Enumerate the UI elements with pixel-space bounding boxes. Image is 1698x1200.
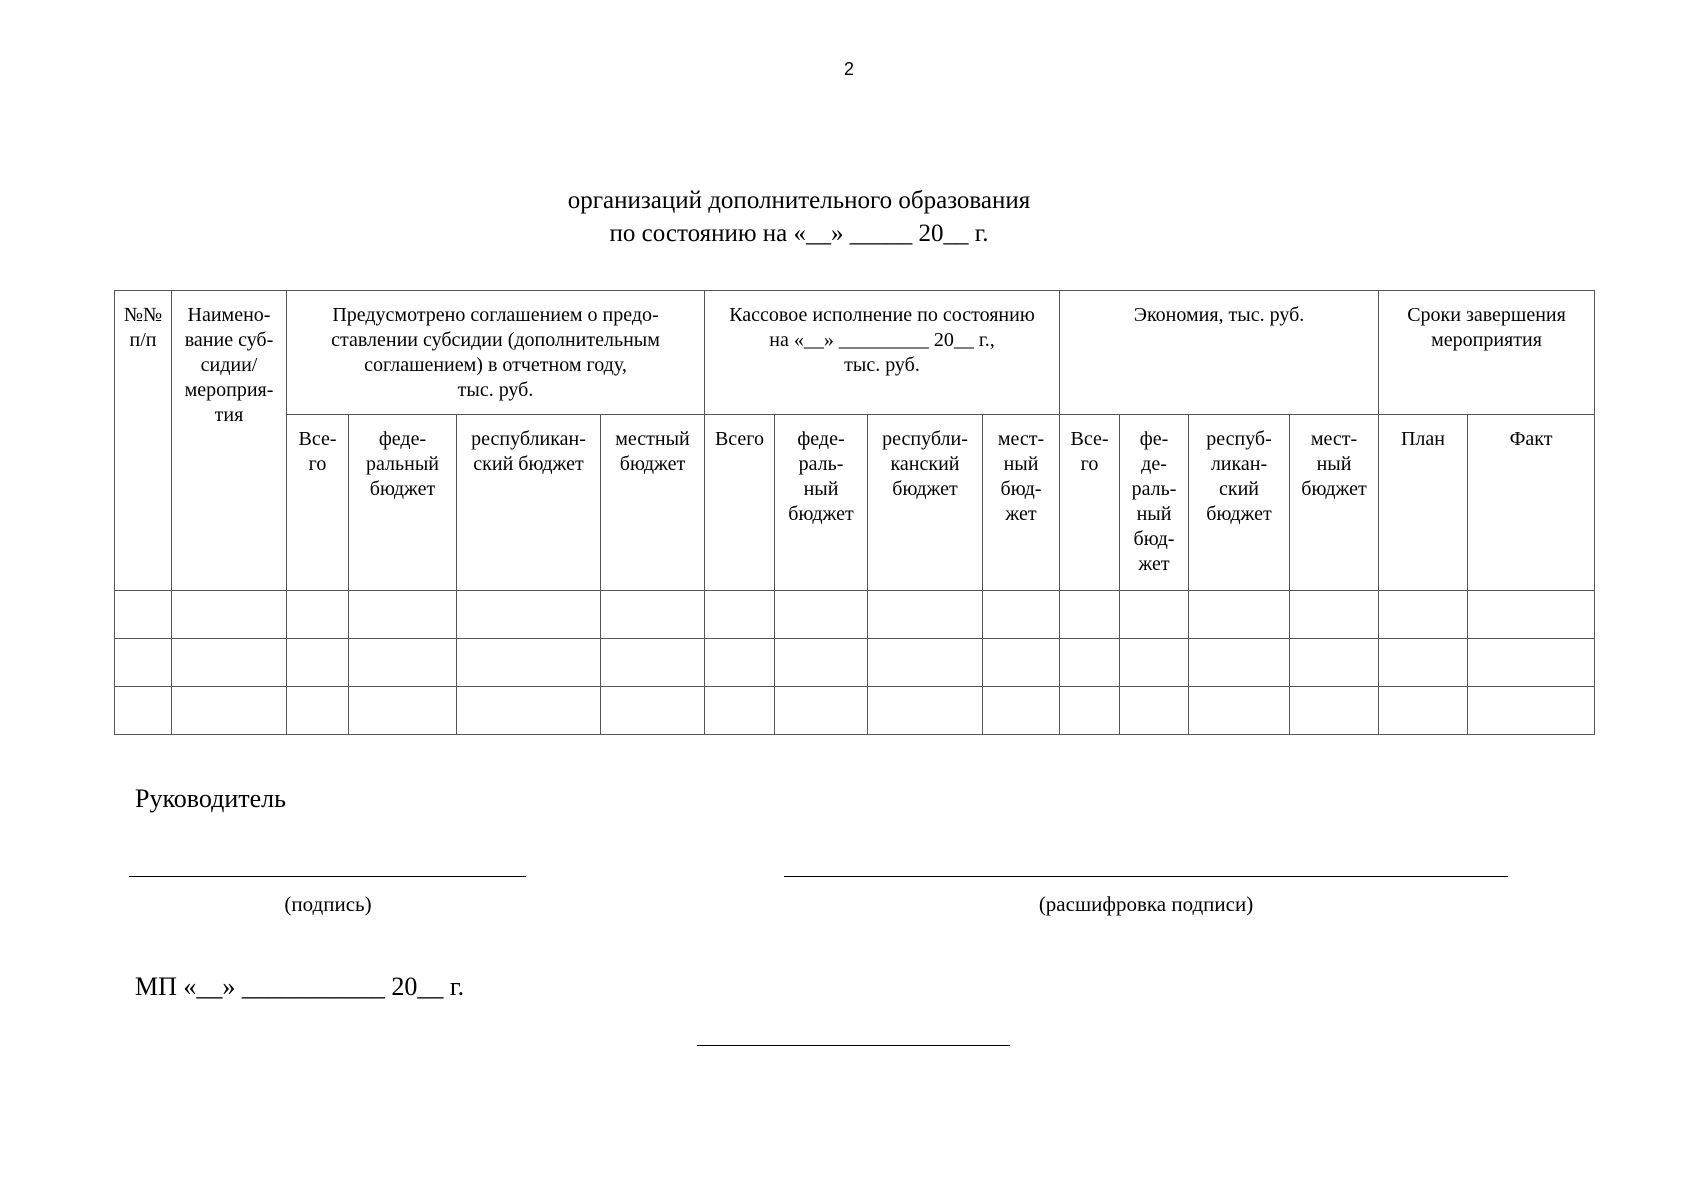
signature-caption: (подпись) — [284, 892, 372, 916]
table-cell[interactable] — [983, 639, 1060, 687]
page-number: 2 — [843, 59, 854, 79]
table-cell[interactable] — [1379, 591, 1468, 639]
subheader-provided-republic: республикан- ский бюджет — [457, 415, 601, 591]
table-cell[interactable] — [115, 639, 172, 687]
table-cell[interactable] — [983, 591, 1060, 639]
table-cell[interactable] — [349, 591, 457, 639]
subheader-economy-republic: респуб- ликан- ский бюджет — [1189, 415, 1290, 591]
table-body — [115, 591, 1595, 735]
subheader-deadline-fact: Факт — [1468, 415, 1595, 591]
table-cell[interactable] — [1120, 591, 1189, 639]
table-cell[interactable] — [1189, 591, 1290, 639]
table-cell[interactable] — [601, 687, 705, 735]
table-cell[interactable] — [287, 591, 349, 639]
table-cell[interactable] — [1290, 591, 1379, 639]
header-deadlines: Сроки завершения мероприятия — [1379, 291, 1595, 415]
table-cell[interactable] — [1189, 687, 1290, 735]
stamp-date-line: МП «__» ___________ 20__ г. — [135, 972, 465, 1001]
header-economy: Экономия, тыс. руб. — [1060, 291, 1379, 415]
table-cell[interactable] — [1468, 687, 1595, 735]
document-title — [379, 184, 1219, 250]
table-row — [115, 639, 1595, 687]
table-cell[interactable] — [457, 591, 601, 639]
table-cell[interactable] — [287, 687, 349, 735]
table-cell[interactable] — [1379, 687, 1468, 735]
table-cell[interactable] — [349, 639, 457, 687]
title-line-2: по состоянию на «__» _____ 20__ г. — [609, 220, 989, 247]
subheader-deadline-plan: План — [1379, 415, 1468, 591]
table-cell[interactable] — [1468, 639, 1595, 687]
table-cell[interactable] — [705, 639, 775, 687]
header-name: Наимено- вание суб- сидии/ мероприя- тия — [172, 291, 287, 591]
table-cell[interactable] — [868, 687, 983, 735]
table-cell[interactable] — [775, 639, 868, 687]
table-cell[interactable] — [1060, 687, 1120, 735]
subheader-economy-federal: фе- де- раль- ный бюд- жет — [1120, 415, 1189, 591]
table-cell[interactable] — [601, 639, 705, 687]
table-cell[interactable] — [1189, 639, 1290, 687]
subheader-provided-federal: феде- ральный бюджет — [349, 415, 457, 591]
title-line-1: организаций дополнительного образования — [567, 187, 1031, 214]
table-cell[interactable] — [1120, 639, 1189, 687]
subheader-provided-local: местный бюджет — [601, 415, 705, 591]
table-cell[interactable] — [601, 591, 705, 639]
subheader-cash-total: Всего — [705, 415, 775, 591]
table-cell[interactable] — [172, 591, 287, 639]
subheader-provided-total: Все- го — [287, 415, 349, 591]
header-num: №№ п/п — [115, 291, 172, 591]
table-cell[interactable] — [868, 591, 983, 639]
signature-line — [129, 876, 526, 877]
table-cell[interactable] — [172, 687, 287, 735]
table-cell[interactable] — [1290, 687, 1379, 735]
subheader-economy-local: мест- ный бюджет — [1290, 415, 1379, 591]
table-cell[interactable] — [287, 639, 349, 687]
subheader-cash-federal: феде- раль- ный бюджет — [775, 415, 868, 591]
table-row — [115, 687, 1595, 735]
report-table — [114, 290, 1595, 735]
table-cell[interactable] — [775, 591, 868, 639]
table-cell[interactable] — [1060, 639, 1120, 687]
table-cell[interactable] — [115, 591, 172, 639]
table-cell[interactable] — [705, 687, 775, 735]
subheader-cash-republic: республи- канский бюджет — [868, 415, 983, 591]
decoding-line — [784, 876, 1508, 877]
table-cell[interactable] — [1120, 687, 1189, 735]
table-cell[interactable] — [705, 591, 775, 639]
table-cell[interactable] — [1060, 591, 1120, 639]
subheader-cash-local: мест- ный бюд- жет — [983, 415, 1060, 591]
table-cell[interactable] — [868, 639, 983, 687]
table-cell[interactable] — [1468, 591, 1595, 639]
decoding-caption: (расшифровка подписи) — [1038, 892, 1254, 916]
bottom-rule — [697, 1045, 1010, 1046]
table-cell[interactable] — [775, 687, 868, 735]
table-row — [115, 591, 1595, 639]
header-cash: Кассовое исполнение по состоянию на «__» _________ 20__ г., тыс. руб. — [705, 291, 1060, 415]
table-cell[interactable] — [1290, 639, 1379, 687]
subheader-economy-total: Все- го — [1060, 415, 1120, 591]
table-cell[interactable] — [172, 639, 287, 687]
head-label: Руководитель — [135, 784, 286, 813]
table-cell[interactable] — [983, 687, 1060, 735]
header-provided: Предусмотрено соглашением о предо- ставлении субсидии (дополнительным соглашением) в отчетном году, тыс. руб. — [287, 291, 705, 415]
table-cell[interactable] — [1379, 639, 1468, 687]
table-cell[interactable] — [349, 687, 457, 735]
subheader-row — [115, 415, 1595, 591]
table-cell[interactable] — [115, 687, 172, 735]
table-cell[interactable] — [457, 639, 601, 687]
table-cell[interactable] — [457, 687, 601, 735]
